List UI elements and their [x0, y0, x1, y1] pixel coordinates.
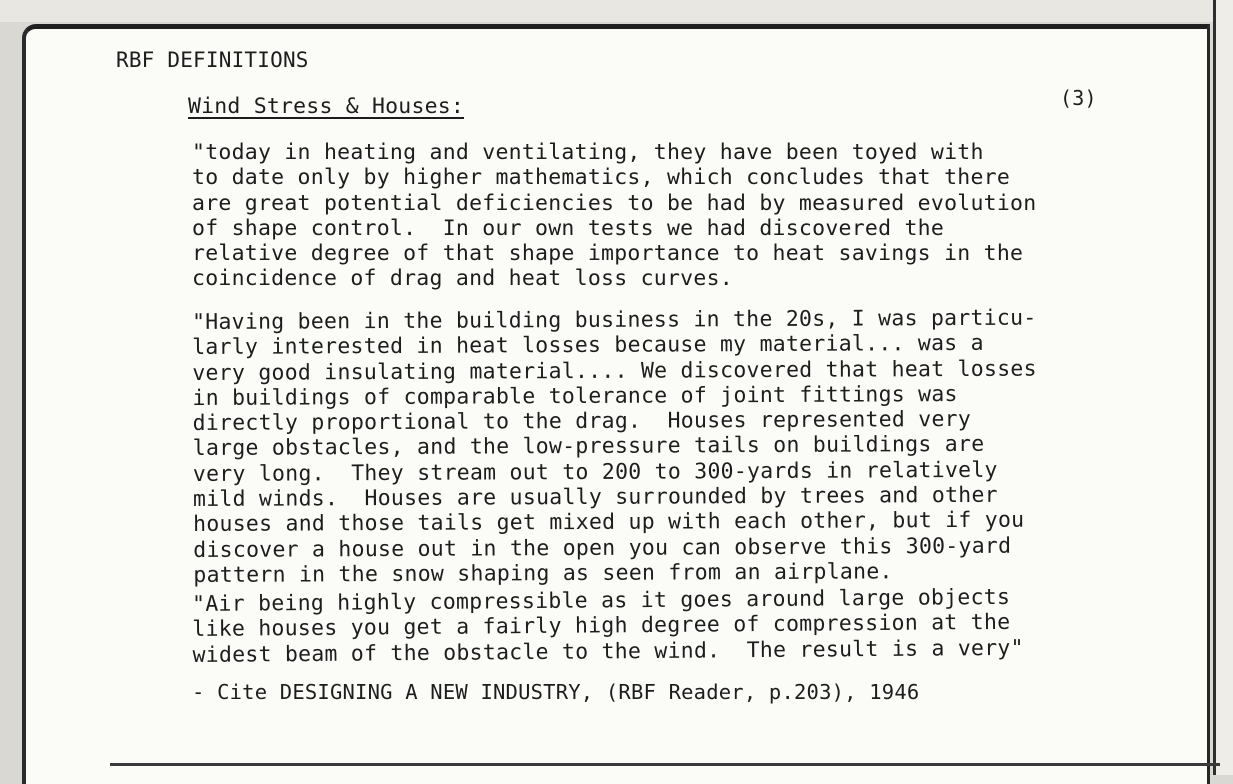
text-line: "Having been in the building business in the 20s, I was particu-: [192, 305, 1037, 335]
text-line: pattern in the snow shaping as seen from an airplane.: [193, 559, 893, 588]
page-number: (3): [1060, 86, 1097, 110]
text-line: very long. They stream out to 200 to 300-yards in relatively: [192, 457, 998, 487]
quote-paragraph-2: [192, 305, 1123, 588]
page-bottom-rule: [110, 763, 1220, 766]
text-line: like houses you get a fairly high degree of compression at the: [192, 610, 1011, 643]
text-line: in buildings of comparable tolerance of joint fittings was: [192, 381, 958, 411]
text-line: discover a house out in the open you can observe this 300-yard: [193, 533, 1012, 563]
text-line: relative degree of that shape importance to heat savings in the: [192, 241, 1024, 267]
scan-right-edge: [1213, 0, 1233, 775]
text-line: "today in heating and ventilating, they have been toyed with: [192, 140, 984, 165]
quote-paragraph-1: [192, 140, 1122, 292]
text-line: very good insulating material.... We discovered that heat losses: [192, 356, 1037, 386]
text-line: are great potential deficiencies to be had by measured evolution: [192, 190, 1037, 216]
scan-top-margin: [0, 0, 1213, 22]
citation: - Cite DESIGNING A NEW INDUSTRY, (RBF Reader, p.203), 1946: [192, 680, 920, 704]
text-line: larly interested in heat losses because my material... was a: [192, 331, 984, 361]
text-line: directly proportional to the drag. Houses represented very: [192, 407, 972, 437]
text-line: mild winds. Houses are usually surrounded by trees and other: [192, 482, 998, 513]
section-heading: Wind Stress & Houses:: [188, 94, 465, 119]
text-line: large obstacles, and the low-pressure tails on buildings are: [192, 432, 985, 462]
quote-paragraph-3: [192, 584, 1123, 668]
text-line: "Air being highly compressible as it goes around large objects: [192, 584, 1011, 617]
text-line: to date only by higher mathematics, which concludes that there: [192, 165, 1011, 191]
text-line: widest beam of the obstacle to the wind. The result is a very": [192, 635, 1024, 668]
text-line: coincidence of drag and heat loss curves.: [192, 266, 733, 292]
document-header: RBF DEFINITIONS: [116, 48, 309, 72]
text-line: of shape control. In our own tests we had discovered the: [192, 215, 945, 241]
text-line: houses and those tails get mixed up with each other, but if you: [193, 508, 1025, 538]
